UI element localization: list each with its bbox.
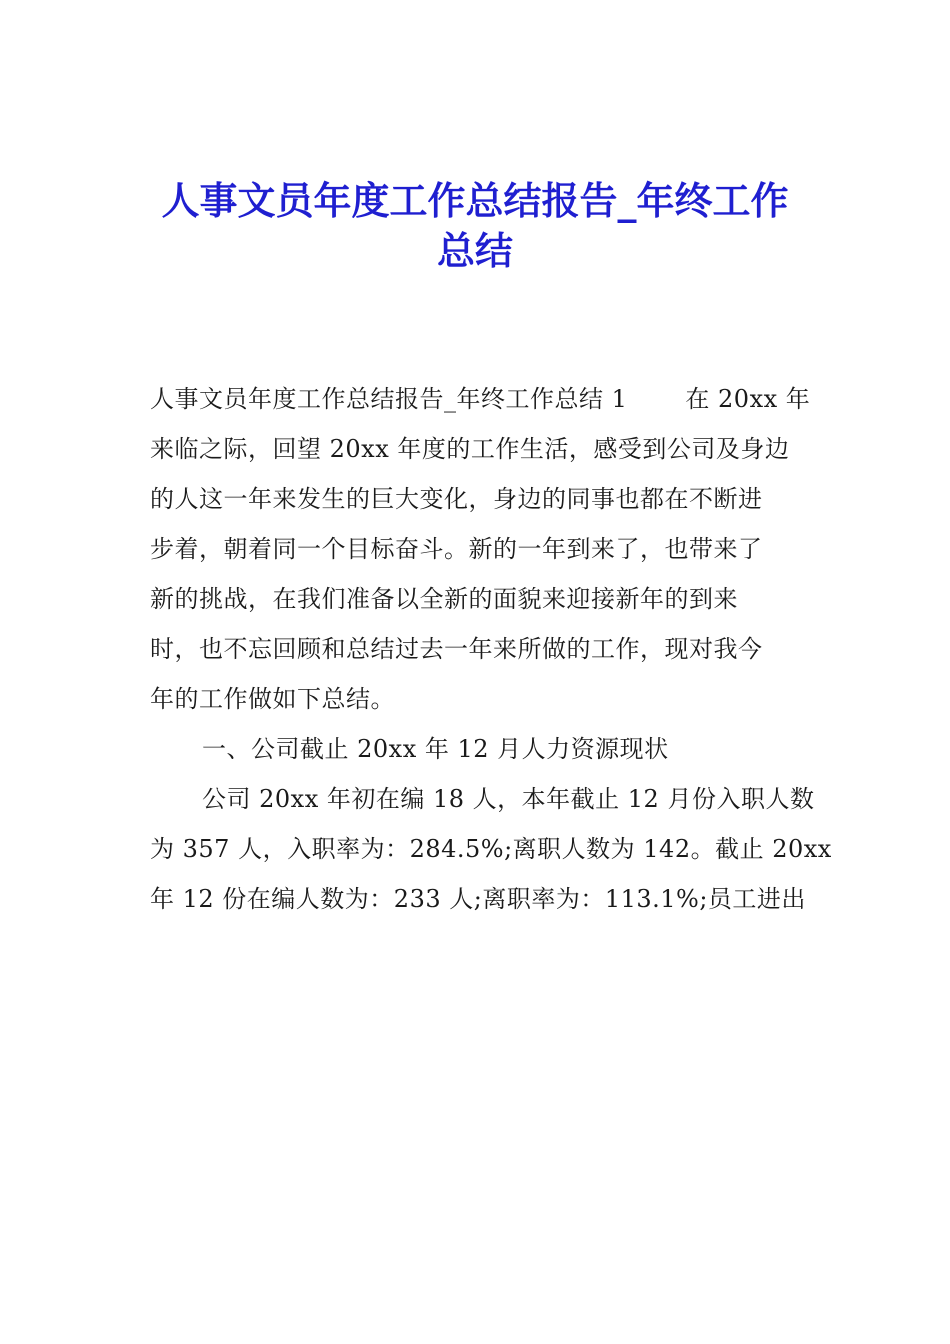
document-body (150, 375, 832, 925)
document-title (120, 176, 830, 276)
paragraph-1-heading-text: 人事文员年度工作总结报告_年终工作总结 1 (150, 385, 628, 413)
paragraph-2-line-2: 为 357 人，入职率为：284.5%;离职人数为 142。截止 20xx (150, 835, 832, 863)
paragraph-1-line-2: 来临之际，回望 20xx 年度的工作生活，感受到公司及身边 (150, 435, 790, 463)
paragraph-1-line-5: 新的挑战，在我们准备以全新的面貌来迎接新年的到来 (150, 585, 738, 613)
paragraph-1-intro-text: 在 20xx 年 (685, 385, 811, 413)
paragraph-2-line-3: 年 12 份在编人数为：233 人;离职率为：113.1%;员工进出 (150, 885, 806, 913)
title-line-1: 人事文员年度工作总结报告_年终工作 (161, 178, 789, 223)
paragraph-1-line-3: 的人这一年来发生的巨大变化，身边的同事也都在不断进 (150, 485, 763, 513)
paragraph-1-line-7: 年的工作做如下总结。 (150, 685, 395, 713)
paragraph-1-line-4: 步着，朝着同一个目标奋斗。新的一年到来了，也带来了 (150, 535, 763, 563)
section-heading-1: 一、公司截止 20xx 年 12 月人力资源现状 (202, 735, 669, 763)
title-line-2: 总结 (436, 228, 513, 273)
paragraph-1-line-1 (150, 375, 810, 425)
paragraph-2-line-1: 公司 20xx 年初在编 18 人，本年截止 12 月份入职人数 (202, 785, 815, 813)
paragraph-1-line-6: 时，也不忘回顾和总结过去一年来所做的工作，现对我今 (150, 635, 763, 663)
